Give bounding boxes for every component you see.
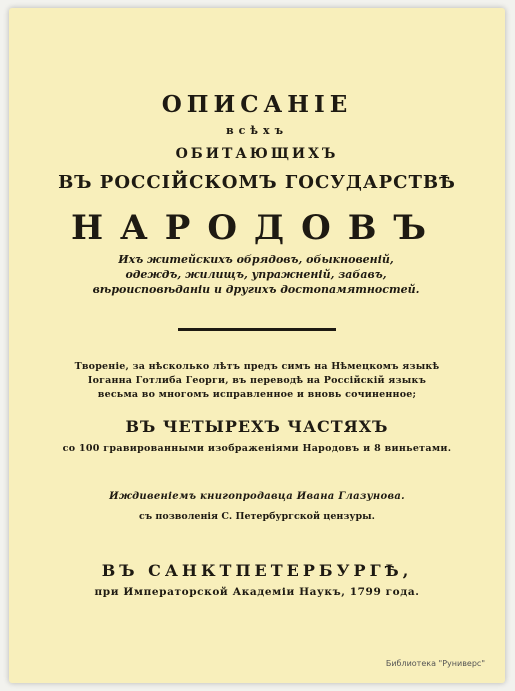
engravings-note: со 100 гравированными изображеніями Народовъ и 8 виньетами. [62, 443, 452, 454]
title-page [9, 8, 505, 683]
title-line-2: всѣхъ [225, 124, 289, 137]
title-line-1: ОПИСАНІЕ [161, 91, 353, 118]
publisher-line: Иждивеніемъ книгопродавца Ивана Глазунова. [109, 491, 405, 502]
title-line-5: НАРОДОВЪ [70, 208, 444, 248]
title-line-3: ОБИТАЮЩИХЪ [175, 146, 339, 162]
author-paragraph: Твореніе, за нѣсколько лѣтъ предъ симъ на Нѣмецкомъ языкѣ Іоганна Готлиба Георги, въ переводѣ на Россійскій языкъ весьма во многомъ исправленное и вновь сочиненное; [74, 361, 440, 400]
description: Ихъ житейскихъ обрядовъ, обыкновеній, одеждъ, жилищъ, упражненій, забавъ, вѣроисповѣданіи и другихъ достопамятностей. [92, 253, 420, 296]
imprint-line: при Императорской Академіи Наукъ, 1799 года. [94, 586, 420, 598]
parts-heading: ВЪ ЧЕТЫРЕХЪ ЧАСТЯХЪ [125, 417, 389, 436]
title-line-4: ВЪ РОССІЙСКОМЪ ГОСУДАРСТВѢ [58, 172, 456, 193]
city-line: ВЪ САНКТПЕТЕРБУРГѢ, [101, 561, 413, 580]
library-watermark: Библиотека "Руниверс" [385, 659, 485, 668]
censorship-line: съ позволенія С. Петербургской цензуры. [139, 511, 375, 522]
divider-rule [178, 328, 336, 331]
